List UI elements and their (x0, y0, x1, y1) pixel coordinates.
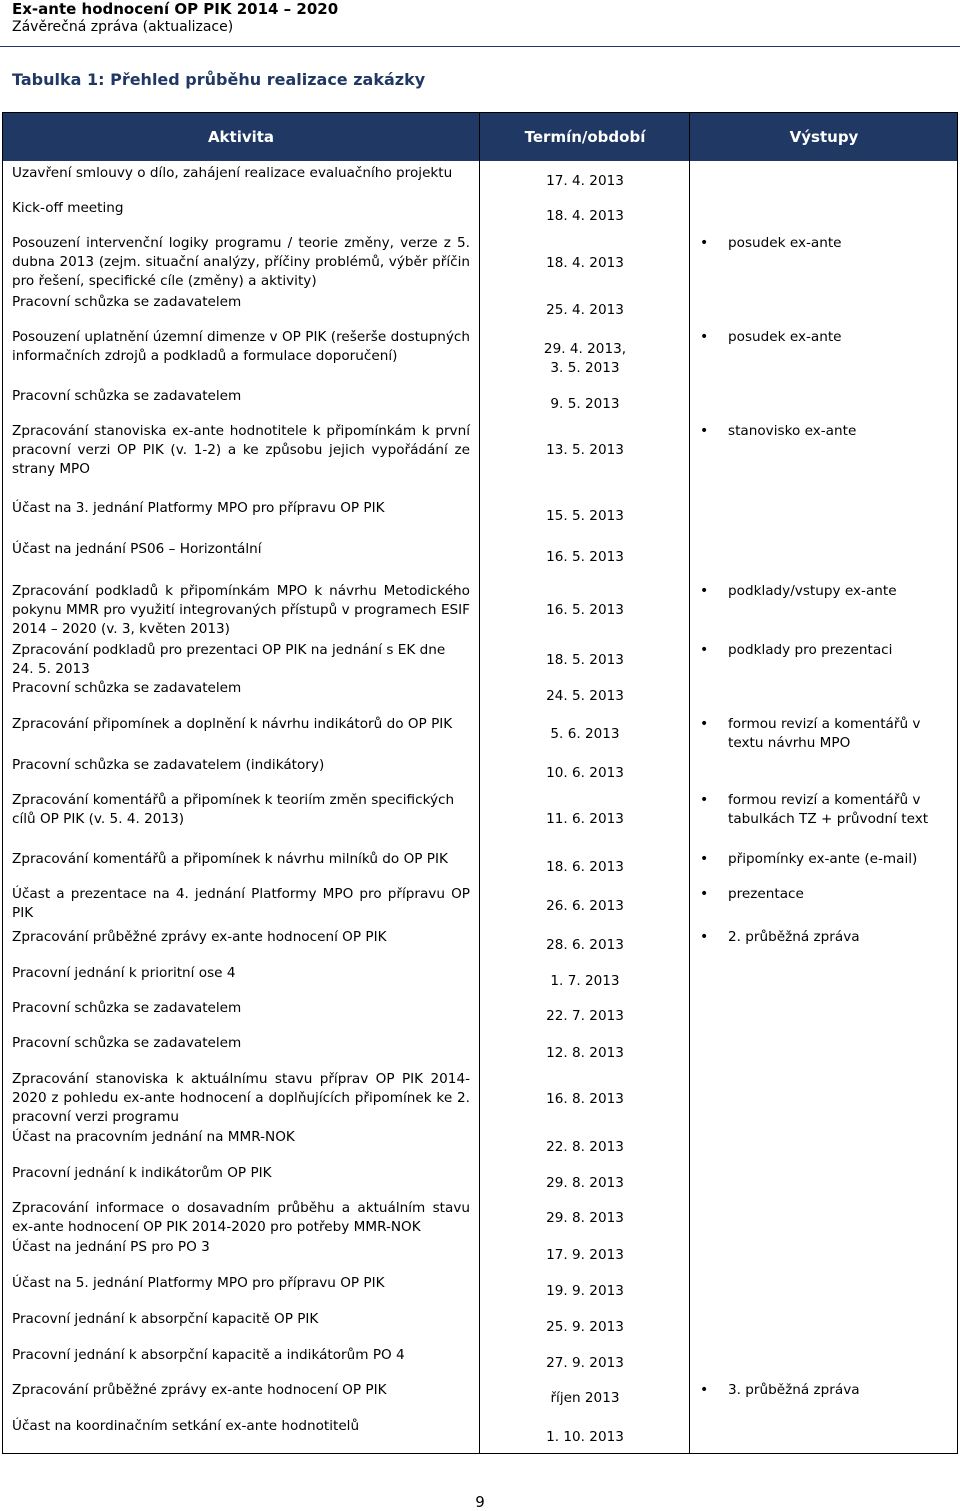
date-cell: 18. 4. 2013 (546, 208, 624, 224)
activity-cell: Účast na jednání PS06 – Horizontální (12, 541, 262, 557)
activity-cell: Pracovní jednání k indikátorům OP PIK (12, 1165, 272, 1181)
outputs-cell (700, 422, 950, 441)
outputs-cell (700, 641, 950, 660)
document-subtitle: Závěrečná zpráva (aktualizace) (12, 19, 234, 35)
activity-cell: Pracovní schůzka se zadavatelem (12, 388, 242, 404)
progress-table (2, 112, 958, 1454)
output-bullet-item: • podklady/vstupy ex-ante (700, 582, 950, 601)
page-number: 9 (475, 1493, 485, 1511)
date-cell: 22. 8. 2013 (546, 1139, 624, 1155)
activity-cell: Pracovní jednání k absorpční kapacitě a indikátorům PO 4 (12, 1347, 405, 1363)
activity-cell: Pracovní schůzka se zadavatelem (12, 680, 242, 696)
date-cell: 18. 4. 2013 (546, 255, 624, 271)
output-bullet-item: • stanovisko ex-ante (700, 422, 950, 441)
date-cell: 26. 6. 2013 (546, 898, 624, 914)
date-cell: 12. 8. 2013 (546, 1045, 624, 1061)
activity-cell: Pracovní jednání k absorpční kapacitě OP PIK (12, 1311, 319, 1327)
activity-cell: Zpracování stanoviska ex-ante hodnotitele k připomínkám k první pracovní verzi OP PIK (v. 1-2) a ke způsobu jejich vypořádání ze strany MPO (12, 423, 470, 477)
activity-cell: Účast na koordinačním setkání ex-ante hodnotitelů (12, 1418, 360, 1434)
activity-cell: Pracovní schůzka se zadavatelem (12, 294, 242, 310)
activity-cell: Zpracování připomínek a doplnění k návrhu indikátorů do OP PIK (12, 716, 453, 732)
date-cell: 16. 5. 2013 (546, 602, 624, 618)
activity-cell: Zpracování komentářů a připomínek k návrhu milníků do OP PIK (12, 851, 448, 867)
outputs-cell (700, 1381, 950, 1400)
activity-cell: Zpracování informace o dosavadním průběhu a aktuálním stavu ex-ante hodnocení OP PIK 2014-2020 pro potřeby MMR-NOK (12, 1200, 470, 1235)
column-divider (689, 113, 690, 1453)
outputs-cell (700, 582, 950, 601)
activity-cell: Účast na jednání PS pro PO 3 (12, 1239, 210, 1255)
activity-cell: Účast a prezentace na 4. jednání Platformy MPO pro přípravu OP PIK (12, 886, 470, 921)
date-cell: 29. 8. 2013 (546, 1175, 624, 1191)
output-bullet-item: • připomínky ex-ante (e-mail) (700, 850, 950, 869)
outputs-cell (700, 850, 950, 869)
date-cell: 1. 10. 2013 (546, 1429, 624, 1445)
outputs-cell (700, 928, 950, 947)
activity-cell: Pracovní schůzka se zadavatelem (12, 1035, 242, 1051)
activity-cell: Zpracování podkladů pro prezentaci OP PIK na jednání s EK dne 24. 5. 2013 (12, 642, 446, 677)
activity-cell: Kick-off meeting (12, 200, 124, 216)
activity-cell: Zpracování průběžné zprávy ex-ante hodnocení OP PIK (12, 929, 387, 945)
output-bullet-item: • prezentace (700, 885, 950, 904)
date-cell: 24. 5. 2013 (546, 688, 624, 704)
date-cell: 15. 5. 2013 (546, 508, 624, 524)
date-cell: 10. 6. 2013 (546, 765, 624, 781)
outputs-cell (700, 791, 950, 829)
date-cell: 18. 5. 2013 (546, 652, 624, 668)
table-header (3, 113, 957, 161)
activity-cell: Účast na pracovním jednání na MMR-NOK (12, 1129, 295, 1145)
date-cell: 18. 6. 2013 (546, 859, 624, 875)
date-cell: 19. 9. 2013 (546, 1283, 624, 1299)
activity-cell: Zpracování stanoviska k aktuálnímu stavu příprav OP PIK 2014-2020 z pohledu ex-ante hodnocení a doplňujících připomínek ke 2. pracovní verzi programu (12, 1071, 470, 1125)
output-bullet-item: • formou revizí a komentářů v tabulkách TZ + průvodní text (700, 791, 950, 829)
activity-cell: Pracovní jednání k prioritní ose 4 (12, 965, 236, 981)
date-cell: 28. 6. 2013 (546, 937, 624, 953)
output-bullet-item: • posudek ex-ante (700, 234, 950, 253)
output-bullet-item: • posudek ex-ante (700, 328, 950, 347)
date-cell: 17. 4. 2013 (546, 173, 624, 189)
document-title: Ex-ante hodnocení OP PIK 2014 – 2020 (12, 0, 339, 18)
activity-cell: Zpracování komentářů a připomínek k teoriím změn specifických cílů OP PIK (v. 5. 4. 2013) (12, 792, 455, 827)
activity-cell: Pracovní schůzka se zadavatelem (12, 1000, 242, 1016)
activity-cell: Účast na 5. jednání Platformy MPO pro přípravu OP PIK (12, 1275, 385, 1291)
date-cell: 5. 6. 2013 (550, 726, 620, 742)
date-cell: říjen 2013 (550, 1390, 620, 1406)
date-cell: 1. 7. 2013 (550, 973, 620, 989)
column-divider (479, 113, 480, 1453)
output-bullet-item: • 2. průběžná zpráva (700, 928, 950, 947)
activity-cell: Posouzení intervenční logiky programu / teorie změny, verze z 5. dubna 2013 (zejm. situační analýzy, příčiny problémů, výběr příčin pro řešení, specifické cíle (změny) a aktivity) (12, 235, 470, 289)
date-cell: 25. 4. 2013 (546, 302, 624, 318)
activity-cell: Uzavření smlouvy o dílo, zahájení realizace evaluačního projektu (12, 165, 453, 181)
date-cell: 27. 9. 2013 (546, 1355, 624, 1371)
outputs-cell (700, 715, 950, 753)
date-cell: 22. 7. 2013 (546, 1008, 624, 1024)
date-cell: 16. 8. 2013 (546, 1091, 624, 1107)
date-cell: 29. 4. 2013, 3. 5. 2013 (543, 341, 627, 376)
date-cell: 16. 5. 2013 (546, 549, 624, 565)
activity-cell: Zpracování podkladů k připomínkám MPO k návrhu Metodického pokynu MMR pro využití integrovaných přístupů v programech ESIF 2014 – 2020 (v. 3, květen 2013) (12, 583, 470, 637)
column-header-date: Termín/období (524, 128, 646, 146)
output-bullet-item: • formou revizí a komentářů v textu návrhu MPO (700, 715, 950, 753)
header-divider (0, 46, 960, 47)
outputs-cell (700, 328, 950, 347)
output-bullet-item: • podklady pro prezentaci (700, 641, 950, 660)
activity-cell: Pracovní schůzka se zadavatelem (indikátory) (12, 757, 325, 773)
outputs-cell (700, 885, 950, 904)
column-header-outputs: Výstupy (789, 128, 859, 146)
date-cell: 25. 9. 2013 (546, 1319, 624, 1335)
date-cell: 13. 5. 2013 (546, 442, 624, 458)
output-bullet-item: • 3. průběžná zpráva (700, 1381, 950, 1400)
date-cell: 29. 8. 2013 (546, 1210, 624, 1226)
activity-cell: Posouzení uplatnění územní dimenze v OP PIK (rešerše dostupných informačních zdrojů a podkladů a formulace doporučení) (12, 329, 470, 364)
date-cell: 9. 5. 2013 (550, 396, 620, 412)
table-caption: Tabulka 1: Přehled průběhu realizace zakázky (12, 70, 426, 89)
outputs-cell (700, 234, 950, 253)
date-cell: 17. 9. 2013 (546, 1247, 624, 1263)
activity-cell: Účast na 3. jednání Platformy MPO pro přípravu OP PIK (12, 500, 385, 516)
date-cell: 11. 6. 2013 (546, 811, 624, 827)
activity-cell: Zpracování průběžné zprávy ex-ante hodnocení OP PIK (12, 1382, 387, 1398)
column-header-activity: Aktivita (207, 128, 275, 146)
